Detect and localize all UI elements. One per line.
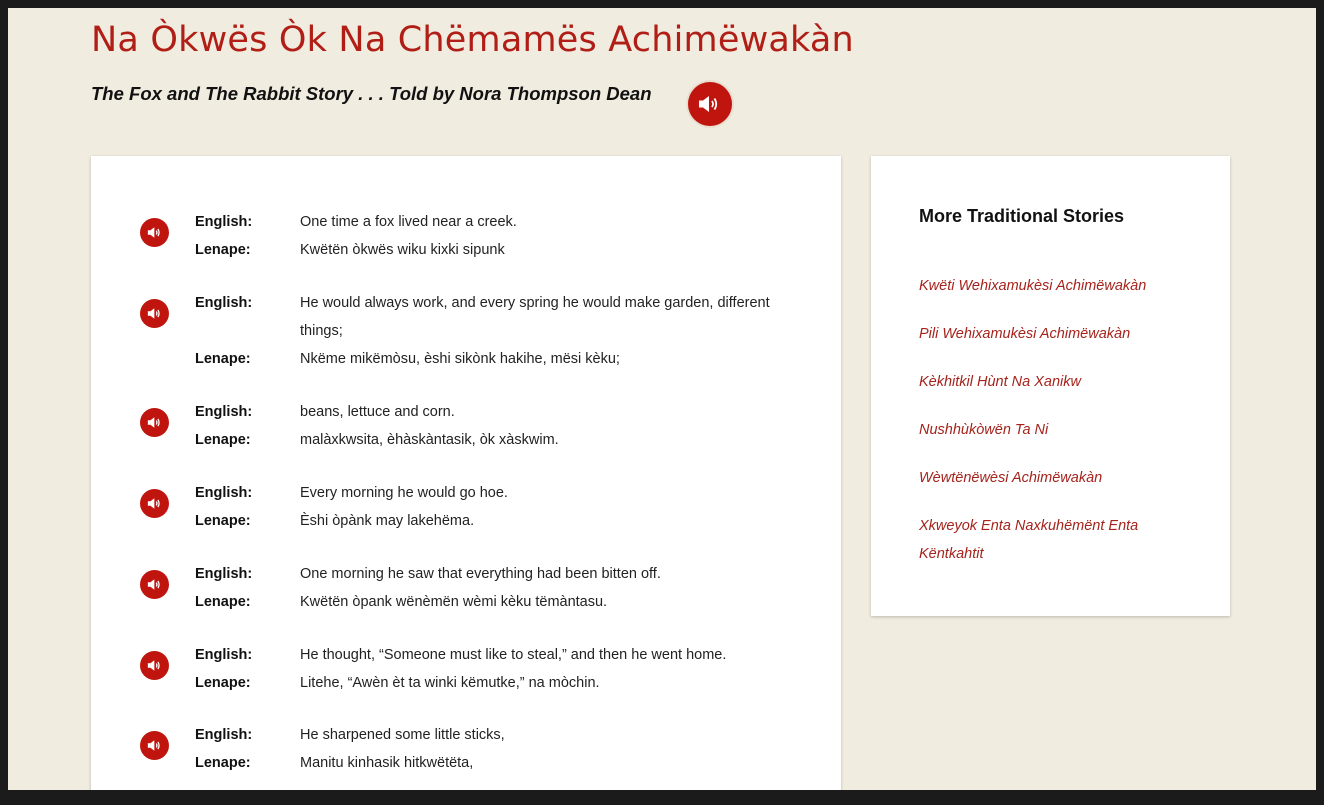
speaker-icon — [147, 226, 163, 239]
play-line-button[interactable] — [140, 299, 169, 328]
english-text: Every morning he would go hoe. — [300, 485, 508, 501]
lenape-text: Litehe, “Awèn èt ta winki këmutke,” na mòchin. — [300, 675, 600, 691]
english-text: One morning he saw that everything had been bitten off. — [300, 566, 661, 582]
play-line-button[interactable] — [140, 651, 169, 680]
story-link[interactable]: Pili Wehixamukèsi Achimëwakàn — [919, 326, 1131, 342]
english-label: English: — [195, 404, 253, 420]
sidebar-card — [871, 156, 1230, 616]
english-text: He sharpened some little sticks, — [300, 727, 505, 743]
play-line-button[interactable] — [140, 218, 169, 247]
speaker-icon — [147, 497, 163, 510]
story-card — [91, 156, 841, 790]
play-line-button[interactable] — [140, 570, 169, 599]
lenape-label: Lenape: — [195, 242, 251, 258]
lenape-label: Lenape: — [195, 513, 251, 529]
lenape-text: malàxkwsita, èhàskàntasik, òk xàskwim. — [300, 432, 559, 448]
story-link[interactable]: Xkweyok Enta Naxkuhëmënt Enta Këntkahtit — [919, 518, 1139, 562]
lenape-text: Manitu kinhasik hitkwëtëta, — [300, 755, 474, 771]
speaker-icon — [147, 659, 163, 672]
english-label: English: — [195, 485, 253, 501]
english-text: One time a fox lived near a creek. — [300, 214, 517, 230]
lenape-text: Kwëtën òkwës wiku kixki sipunk — [300, 242, 505, 258]
play-line-button[interactable] — [140, 731, 169, 760]
lenape-label: Lenape: — [195, 594, 251, 610]
speaker-icon — [147, 416, 163, 429]
english-label: English: — [195, 647, 253, 663]
english-text: beans, lettuce and corn. — [300, 404, 455, 420]
story-link[interactable]: Wèwtënëwèsi Achimëwakàn — [919, 470, 1103, 486]
page-frame — [8, 8, 1316, 790]
speaker-icon — [147, 739, 163, 752]
lenape-text: Kwëtën òpank wënèmën wèmi kèku tëmàntasu. — [300, 594, 608, 610]
story-link[interactable]: Nushhùkòwën Ta Ni — [919, 422, 1049, 438]
speaker-icon — [147, 307, 163, 320]
play-line-button[interactable] — [140, 408, 169, 437]
play-full-story-button[interactable] — [688, 82, 732, 126]
lenape-text: Nkëme mikëmòsu, èshi sikònk hakihe, mësi kèku; — [300, 351, 620, 367]
english-label: English: — [195, 295, 253, 311]
lenape-label: Lenape: — [195, 351, 251, 367]
speaker-icon — [147, 578, 163, 591]
story-link[interactable]: Kèkhitkil Hùnt Na Xanikw — [919, 374, 1081, 390]
lenape-text: Èshi òpànk may lakehëma. — [300, 513, 475, 529]
english-text: He would always work, and every spring he would make garden, different things; — [300, 295, 770, 339]
english-label: English: — [195, 727, 253, 743]
english-label: English: — [195, 566, 253, 582]
play-line-button[interactable] — [140, 489, 169, 518]
english-text: He thought, “Someone must like to steal,” and then he went home. — [300, 647, 727, 663]
story-subtitle: The Fox and The Rabbit Story . . . Told by Nora Thompson Dean — [91, 83, 652, 104]
lenape-label: Lenape: — [195, 432, 251, 448]
speaker-icon — [698, 94, 722, 114]
page-title: Na Òkwës Òk Na Chëmamës Achimëwakàn — [91, 20, 854, 60]
lenape-label: Lenape: — [195, 675, 251, 691]
lenape-label: Lenape: — [195, 755, 251, 771]
story-link[interactable]: Kwëti Wehixamukèsi Achimëwakàn — [919, 278, 1147, 294]
sidebar-title: More Traditional Stories — [919, 206, 1125, 226]
english-label: English: — [195, 214, 253, 230]
